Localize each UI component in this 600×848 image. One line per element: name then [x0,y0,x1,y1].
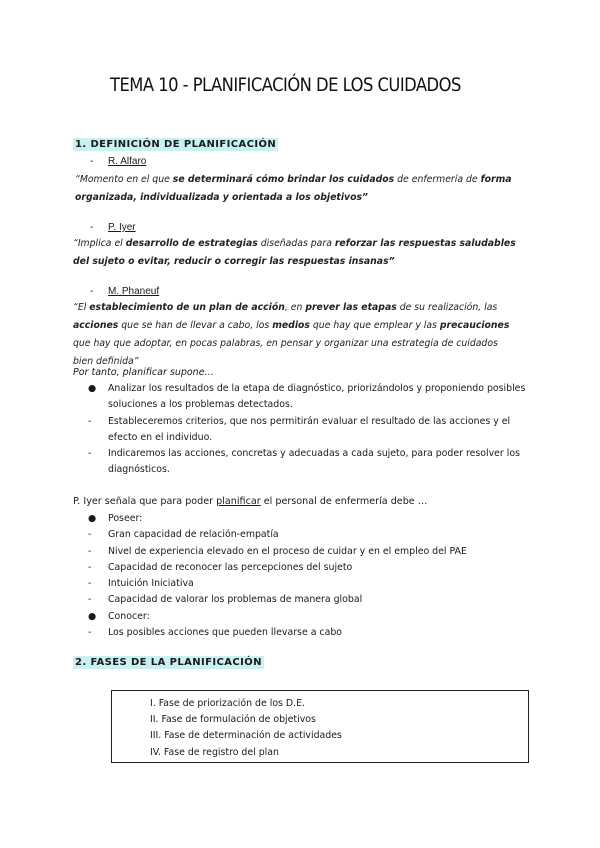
list-item [86,576,526,592]
page-title: TEMA 10 - PLANIFICACIÓN DE LOS CUIDADOS [110,74,461,96]
phase-item: II. Fase de formulación de objetivos [150,714,316,726]
quote-text: “Momento en el que [75,174,173,185]
list-item [86,381,526,414]
list-item-text: Nivel de experiencia elevado en el proceso de cuidar y en el empleo del PAE [108,545,467,557]
requirements-list [86,511,526,641]
dash-marker: - [90,286,94,297]
author-line [90,156,146,167]
dash-marker: - [90,156,94,167]
list-item-text: Conocer: [108,610,150,622]
list-item-text: Capacidad de reconocer las percepciones del sujeto [108,561,353,573]
list-item-text: Los posibles acciones que pueden llevarse a cabo [108,627,342,639]
quote-text: “Implica el [73,238,126,249]
phase-item: III. Fase de determinación de actividades [150,730,342,742]
iyer-text-pre: P. Iyer señala que para poder [73,496,217,507]
quote-emphasis: se determinará cómo brindar los cuidados [172,174,395,185]
list-item-text: Indicaremos las acciones, concretas y adecuadas a cada sujeto, para poder resolver los diagnósticos. [108,448,520,476]
quote-text: que hay que emplear y las [309,320,440,331]
definition-quote [73,299,518,371]
phase-item: IV. Fase de registro del plan [150,746,279,758]
quote-emphasis: establecimiento de un plan de acción [89,302,285,313]
bullet-marker: - [88,627,92,639]
bullet-marker: - [88,594,92,606]
list-item-text: Gran capacidad de relación-empatía [108,529,279,541]
quote-emphasis: forma organizada, individualizada y orientada a los objetivos” [75,174,512,203]
list-item [86,511,526,527]
section-heading-definicion [73,139,278,150]
phase-item: I. Fase de priorización de los D.E. [150,698,306,709]
list-item [86,446,526,479]
iyer-text-post: el personal de enfermería debe … [260,496,428,507]
author-name: M. Phaneuf [108,286,160,297]
bullet-marker: ● [88,513,97,524]
author-name: R. Alfaro [108,156,147,167]
planning-list [86,381,526,479]
author-line [90,286,159,297]
bullet-marker: - [88,561,92,573]
phases-list [150,696,342,761]
list-item [86,527,526,543]
section-heading-text: 1. DEFINICIÓN DE PLANIFICACIÓN [75,139,277,150]
quote-text: , en [284,302,306,313]
list-item-text: Poseer: [108,513,143,524]
quote-emphasis: precauciones [439,320,510,331]
list-item-text: Intuición Iniciativa [108,578,194,590]
bullet-marker: - [88,448,92,460]
quote-text: que hay que adoptar, en pocas palabras, en pensar y organizar una estrategia de cuidados bien definida” [73,338,498,367]
definition-quote [73,235,518,271]
iyer-line [73,496,427,507]
bullet-marker: - [88,545,92,557]
bullet-marker: - [88,578,92,590]
quote-text: “El [73,302,90,313]
phases-box [111,690,529,763]
quote-text: de enfermería de [394,174,481,185]
quote-text: de su realización, las [396,302,498,313]
dash-marker: - [90,222,94,233]
quote-emphasis: medios [272,320,310,331]
section-heading-text: 2. FASES DE LA PLANIFICACIÓN [75,657,262,668]
list-item-text: Estableceremos criterios, que nos permitirán evaluar el resultado de las acciones y el efecto en el individuo. [108,415,511,443]
iyer-text-underlined: planificar [216,496,261,507]
intro-text: Por tanto, planificar supone… [73,367,215,378]
definition-quote [75,171,520,207]
bullet-marker: ● [88,610,97,622]
quote-emphasis: reforzar las respuestas saludables del sujeto o evitar, reducir o corregir las respuestas insanas” [73,238,516,267]
quote-emphasis: acciones [73,320,119,331]
author-name: P. Iyer [108,222,136,233]
bullet-marker: ● [88,383,97,394]
list-item [86,560,526,576]
quote-emphasis: prever las etapas [305,302,397,313]
quote-emphasis: desarrollo de estrategias [125,238,258,249]
list-item [86,625,526,641]
quote-text: diseñadas para [257,238,335,249]
list-item [86,544,526,560]
bullet-marker: - [88,529,92,541]
list-item [86,592,526,608]
list-item [86,609,526,625]
list-item-text: Analizar los resultados de la etapa de diagnóstico, priorizándolos y proponiendo posibles soluciones a los problemas detectados. [108,383,526,411]
quote-text: que se han de llevar a cabo, los [118,320,273,331]
list-item-text: Capacidad de valorar los problemas de manera global [108,594,363,606]
list-item [86,414,526,447]
author-line [90,222,136,233]
bullet-marker: - [88,415,92,427]
section-heading-fases [73,657,264,668]
